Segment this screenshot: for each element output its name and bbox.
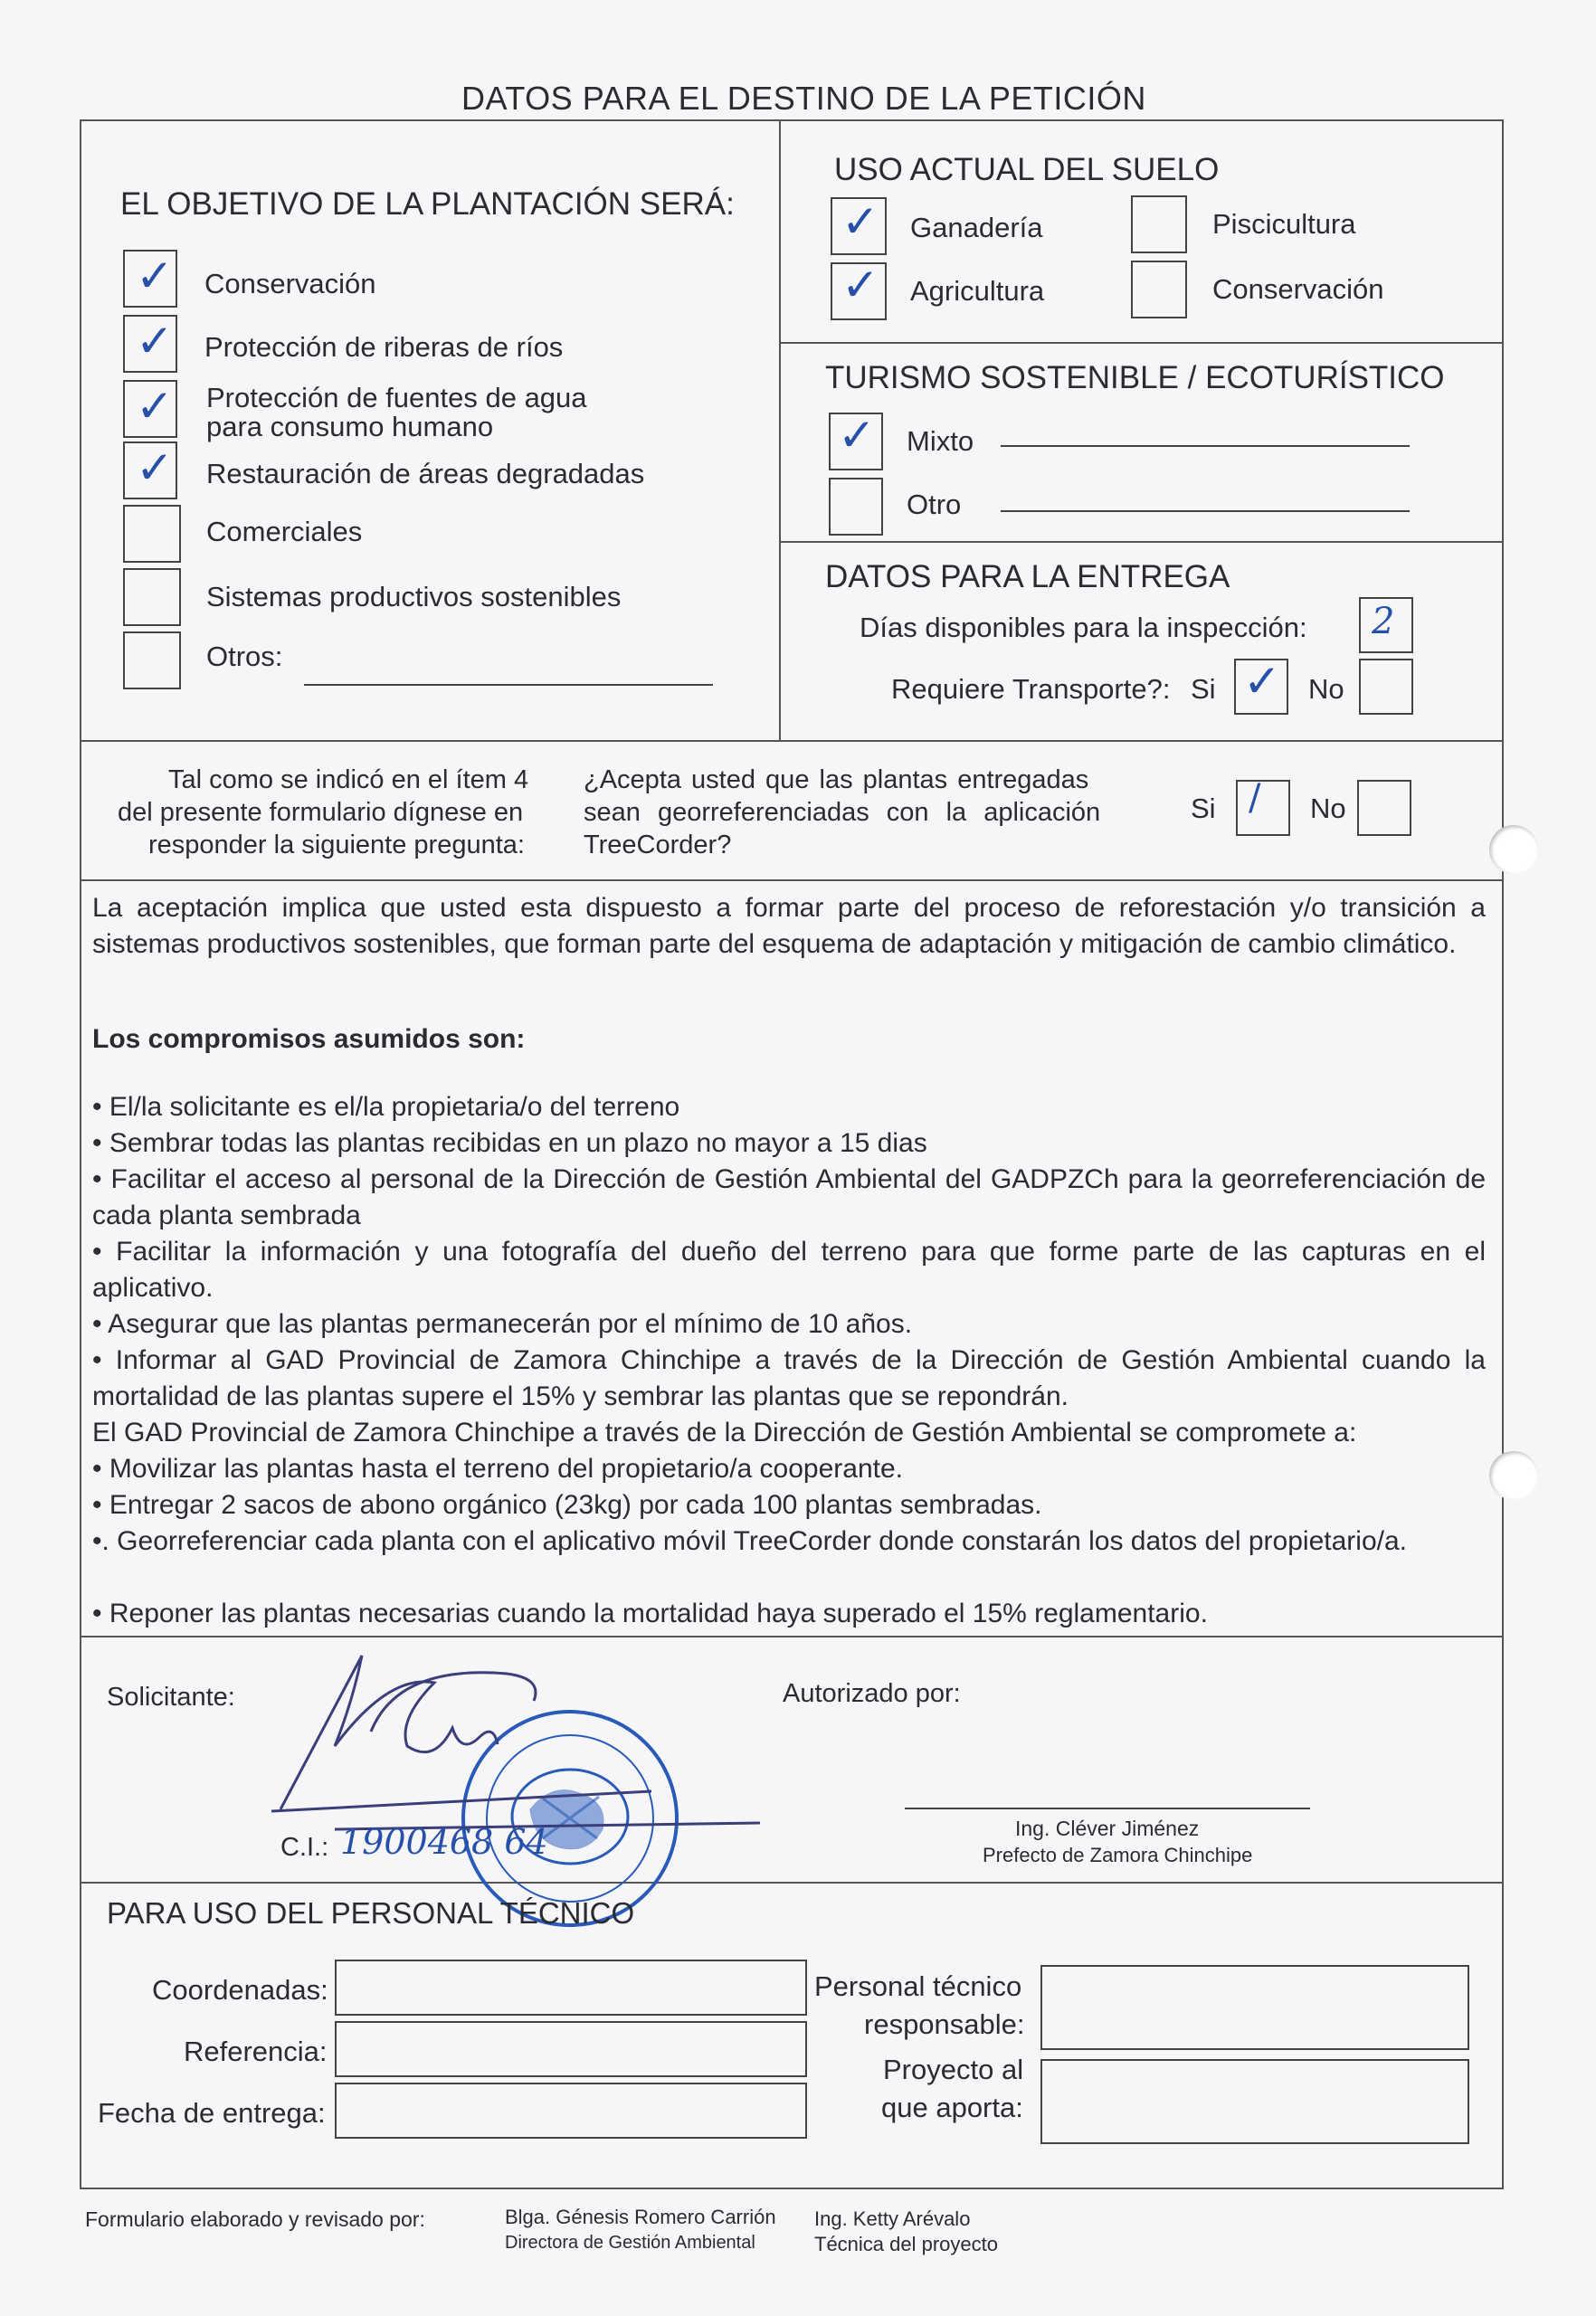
divider-uso-turismo xyxy=(779,342,1504,344)
compromiso-item-3: • Facilitar el acceso al personal de la Dirección de Gestión Ambiental del GADPZCh para la georreferenciación de cada planta sembrada xyxy=(92,1164,1486,1230)
checkbox-piscicultura[interactable] xyxy=(1131,195,1187,253)
aceptacion-text: La aceptación implica que usted esta dispuesto a formar parte del proceso de reforestación y/o transición a sistemas productivos sostenibles, que forman parte del esquema de adaptación y mitigación de cambio climático. xyxy=(92,893,1486,959)
checkbox-transporte-no[interactable] xyxy=(1359,659,1413,715)
pregunta-no-label: No xyxy=(1310,793,1346,824)
footer-person2-title: Técnica del proyecto xyxy=(814,2233,998,2255)
transporte-no-label: No xyxy=(1308,673,1344,705)
divider-top-section xyxy=(80,740,1504,742)
turismo-heading: TURISMO SOSTENIBLE / ECOTURÍSTICO xyxy=(825,360,1445,395)
coordenadas-label: Coordenadas: xyxy=(152,1974,328,2006)
form-title: DATOS PARA EL DESTINO DE LA PETICIÓN xyxy=(461,80,1146,117)
footer-person2-name: Ing. Ketty Arévalo xyxy=(814,2207,971,2230)
objetivo-label-restauracion: Restauración de áreas degradadas xyxy=(206,458,645,489)
autorizado-title: Prefecto de Zamora Chinchipe xyxy=(983,1844,1253,1866)
seal-stamp xyxy=(463,1712,677,1925)
dias-label: Días disponibles para la inspección: xyxy=(860,612,1307,643)
fecha-entrega-label: Fecha de entrega: xyxy=(98,2097,326,2129)
pregunta-question-2: sean georreferenciadas con la aplicación xyxy=(584,798,1101,827)
compromisos-heading: Los compromisos asumidos son: xyxy=(92,1024,526,1054)
turismo-label-mixto: Mixto xyxy=(907,425,974,457)
check-mark-icon: ✓ xyxy=(841,259,879,311)
autorizado-signature-line[interactable] xyxy=(905,1808,1310,1809)
entrega-heading: DATOS PARA LA ENTREGA xyxy=(825,559,1230,594)
solicitante-label: Solicitante: xyxy=(107,1683,235,1712)
pregunta-intro-1: Tal como se indicó en el ítem 4 xyxy=(168,765,529,794)
objetivo-label-fuentes-agua-2: para consumo humano xyxy=(206,411,494,442)
divider-turismo-entrega xyxy=(779,541,1504,543)
objetivo-label-otros: Otros: xyxy=(206,641,283,672)
uso-label-piscicultura: Piscicultura xyxy=(1212,208,1356,240)
check-mark-icon: ✓ xyxy=(136,315,174,367)
checkbox-acepta-no[interactable] xyxy=(1357,780,1411,836)
transporte-si-label: Si xyxy=(1191,673,1216,705)
signature-and-stamp xyxy=(271,1637,796,1936)
transporte-label: Requiere Transporte?: xyxy=(891,673,1171,705)
personal-tecnico-label-2: responsable: xyxy=(864,2008,1025,2040)
checkbox-acepta-si[interactable] xyxy=(1236,777,1290,836)
check-mark-icon: ✓ xyxy=(838,409,876,461)
ci-label: C.I.: xyxy=(280,1833,329,1862)
uso-label-ganaderia: Ganadería xyxy=(910,212,1043,243)
check-mark-icon: ✓ xyxy=(136,441,174,494)
proyecto-field[interactable] xyxy=(1040,2059,1469,2144)
uso-label-conservacion: Conservación xyxy=(1212,273,1384,305)
referencia-field[interactable] xyxy=(335,2021,807,2077)
pregunta-intro-3: responder la siguiente pregunta: xyxy=(148,831,525,859)
compromiso-item-4: • Facilitar la información y una fotografía del dueño del terreno para que forme parte de las capturas en el aplicativo. xyxy=(92,1237,1486,1303)
divider-question xyxy=(80,879,1504,881)
pregunta-si-label: Si xyxy=(1191,793,1216,824)
gad-intro: El GAD Provincial de Zamora Chinchipe a través de la Dirección de Gestión Ambiental se compromete a: xyxy=(92,1418,1357,1448)
pregunta-question-1: ¿Acepta usted que las plantas entregadas xyxy=(584,765,1089,794)
dias-value: 2 xyxy=(1372,601,1395,642)
checkbox-otro-turismo[interactable] xyxy=(829,478,883,536)
uso-label-agricultura: Agricultura xyxy=(910,275,1045,307)
personal-tecnico-label-1: Personal técnico xyxy=(814,1970,1022,2002)
pregunta-question-3: TreeCorder? xyxy=(584,831,732,859)
column-divider xyxy=(779,119,781,742)
footer-person1-title: Directora de Gestión Ambiental xyxy=(505,2233,755,2253)
checkbox-comerciales[interactable] xyxy=(123,505,181,563)
turismo-label-otro: Otro xyxy=(907,489,962,520)
check-mark-icon: / xyxy=(1249,777,1261,819)
gad-item-2: • Entregar 2 sacos de abono orgánico (23kg) por cada 100 plantas sembradas. xyxy=(92,1490,1042,1520)
autorizado-label: Autorizado por: xyxy=(783,1679,961,1708)
gad-item-1: • Movilizar las plantas hasta el terreno del propietario/a cooperante. xyxy=(92,1454,904,1484)
check-mark-icon: ✓ xyxy=(136,250,174,302)
proyecto-label-2: que aporta: xyxy=(881,2092,1023,2123)
checkbox-sistemas-productivos[interactable] xyxy=(123,568,181,626)
gad-item-3: •. Georreferenciar cada planta con el aplicativo móvil TreeCorder donde constarán los datos del propietario/a. xyxy=(92,1526,1407,1556)
referencia-label: Referencia: xyxy=(184,2036,328,2067)
pregunta-intro-2: del presente formulario dígnese en xyxy=(118,798,524,827)
checkbox-conservacion-suelo[interactable] xyxy=(1131,261,1187,318)
check-mark-icon: ✓ xyxy=(841,195,879,248)
mixto-blank-line[interactable] xyxy=(1001,445,1410,447)
check-mark-icon: ✓ xyxy=(1243,655,1281,707)
gad-item-4: • Reponer las plantas necesarias cuando la mortalidad haya superado el 15% reglamentario. xyxy=(92,1599,1208,1628)
objetivo-label-sistemas-productivos: Sistemas productivos sostenibles xyxy=(206,581,622,612)
checkbox-otros[interactable] xyxy=(123,631,181,689)
compromiso-item-6: • Informar al GAD Provincial de Zamora Chinchipe a través de la Dirección de Gestión Ambiental cuando la mortalidad de las plantas supere el 15% y sembrar las plantas que se repondrán. xyxy=(92,1345,1486,1411)
coordenadas-field[interactable] xyxy=(335,1960,807,2016)
punch-hole xyxy=(1489,825,1538,874)
tecnico-heading: PARA USO DEL PERSONAL TÉCNICO xyxy=(107,1896,635,1930)
objetivo-label-comerciales: Comerciales xyxy=(206,516,363,547)
check-mark-icon: ✓ xyxy=(136,380,174,432)
objetivo-label-fuentes-agua: Protección de fuentes de agua xyxy=(206,382,587,413)
compromiso-item-5: • Asegurar que las plantas permanecerán por el mínimo de 10 años. xyxy=(92,1309,913,1339)
ci-value: 1900468 64 xyxy=(340,1822,548,1862)
autorizado-name: Ing. Cléver Jiménez xyxy=(1015,1817,1200,1840)
personal-tecnico-field[interactable] xyxy=(1040,1965,1469,2050)
fecha-entrega-field[interactable] xyxy=(335,2083,807,2139)
objetivo-label-conservacion: Conservación xyxy=(204,268,376,299)
proyecto-label-1: Proyecto al xyxy=(883,2054,1024,2085)
footer-person1-name: Blga. Génesis Romero Carrión xyxy=(505,2206,776,2228)
compromiso-item-1: • El/la solicitante es el/la propietaria/o del terreno xyxy=(92,1092,680,1122)
footer-label: Formulario elaborado y revisado por: xyxy=(85,2207,425,2231)
objetivo-label-riberas: Protección de riberas de ríos xyxy=(204,331,564,363)
otros-blank-line[interactable] xyxy=(304,684,713,686)
otro-blank-line[interactable] xyxy=(1001,510,1410,512)
compromiso-item-2: • Sembrar todas las plantas recibidas en un plazo no mayor a 15 dias xyxy=(92,1128,927,1158)
objetivo-heading: EL OBJETIVO DE LA PLANTACIÓN SERÁ: xyxy=(120,186,735,222)
punch-hole xyxy=(1489,1451,1538,1500)
uso-suelo-heading: USO ACTUAL DEL SUELO xyxy=(834,152,1220,187)
